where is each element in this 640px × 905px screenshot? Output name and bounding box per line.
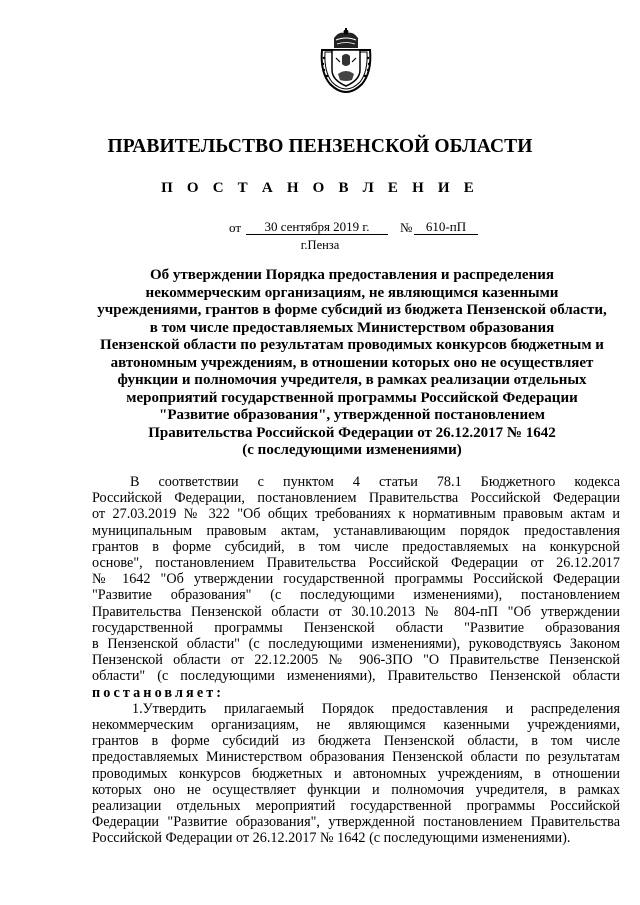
title-line: автономным учреждениям, в отношении которых оно не осуществляет: [110, 354, 594, 371]
clause-line: предоставляемых Министерством образования Пензенской области по результатам: [92, 749, 620, 766]
resolves-word: постановляет:: [92, 684, 225, 701]
clause-line: которых оно не осуществляет функции и полномочия учредителя, в рамках: [92, 781, 620, 798]
title-line: некоммерческим организациям, не являющимся казенными: [145, 284, 559, 301]
clause-line: некоммерческим организациям, не являющимся казенными учреждениями,: [92, 717, 620, 734]
preamble-line: в Пензенской области" (с последующими изменениями), руководствуясь Законом: [92, 636, 620, 653]
government-title: ПРАВИТЕЛЬСТВО ПЕНЗЕНСКОЙ ОБЛАСТИ: [107, 136, 533, 157]
clause-line: реализации отдельных мероприятий государственной программы Российской: [92, 798, 620, 815]
title-line: в том числе предоставляемых Министерством образования: [149, 319, 555, 336]
title-line: учреждениями, грантов в форме субсидий из бюджета Пензенской области,: [97, 302, 607, 318]
preamble-line: Российской Федерации, постановлением Правительства Российской Федерации: [92, 490, 620, 507]
preamble-line: "Развитие образования" (с последующими изменениями), постановлением: [92, 587, 620, 604]
clause-line: 1.Утвердить прилагаемый Порядок предоставления и распределения: [132, 700, 620, 717]
clause-line: грантов в форме субсидий из бюджета Пензенской области, в том числе: [92, 733, 620, 750]
title-line: Правительства Российской Федерации от 26.12.2017 № 1642: [148, 424, 556, 441]
title-line: "Развитие образования", утвержденной постановлением: [159, 407, 545, 423]
document-type: П О С Т А Н О В Л Е Н И Е: [161, 180, 479, 196]
preamble-line: № 1642 "Об утверждении государственной программы Российской Федерации: [92, 571, 620, 588]
preamble-line: грантов в форме субсидий, в том числе предоставляемых на конкурсной: [92, 538, 620, 555]
from-label: от: [229, 220, 242, 235]
title-line: мероприятий государственной программы Российской Федерации: [126, 389, 578, 406]
preamble-line: основе", постановлением Правительства Российской Федерации от 26.12.2017: [92, 555, 620, 572]
clause-line: Федерации "Развитие образования", утвержденной постановлением Правительства: [92, 814, 620, 831]
document-date: 30 сентября 2019 г.: [246, 220, 388, 235]
document-city: г.Пенза: [300, 238, 340, 252]
document-body: [92, 474, 620, 847]
clause-line: проводимых конкурсов бюджетных и автономных учреждениям, в отношении: [92, 765, 620, 782]
title-line: Пензенской области по результатам проводимых конкурсов бюджетным и: [100, 337, 604, 353]
number-label: №: [400, 220, 413, 235]
preamble-line: муниципальным правовым актам, устанавливающим порядок предоставления: [92, 522, 620, 539]
title-line: функции и полномочия учредителя, в рамках реализации отдельных: [117, 372, 587, 388]
preamble-line: государственной программы Пензенской области "Развитие образования: [92, 619, 620, 636]
penza-region-coat-of-arms-icon: [316, 28, 376, 94]
title-line: (с последующими изменениями): [242, 442, 462, 458]
preamble-line: Правительства Пензенской области от 30.10.2013 № 804-пП "Об утверждении: [92, 603, 620, 620]
preamble-line: Пензенской области от 22.12.2005 № 906-ЗПО "О Правительстве Пензенской: [92, 652, 620, 669]
preamble-line: от 27.03.2019 № 322 "Об общих требованиях к нормативным правовым актам и: [92, 506, 620, 523]
document-number: 610-пП: [414, 220, 478, 235]
preamble-line: области" (с последующими изменениями), Правительство Пензенской области: [92, 668, 620, 685]
title-line: Об утверждении Порядка предоставления и распределения: [150, 267, 554, 283]
clause-line: Российской Федерации от 26.12.2017 № 1642 (с последующими изменениями).: [92, 830, 571, 847]
preamble-line: В соответствии с пунктом 4 статьи 78.1 Бюджетного кодекса: [130, 474, 620, 490]
document-title: [84, 267, 620, 460]
